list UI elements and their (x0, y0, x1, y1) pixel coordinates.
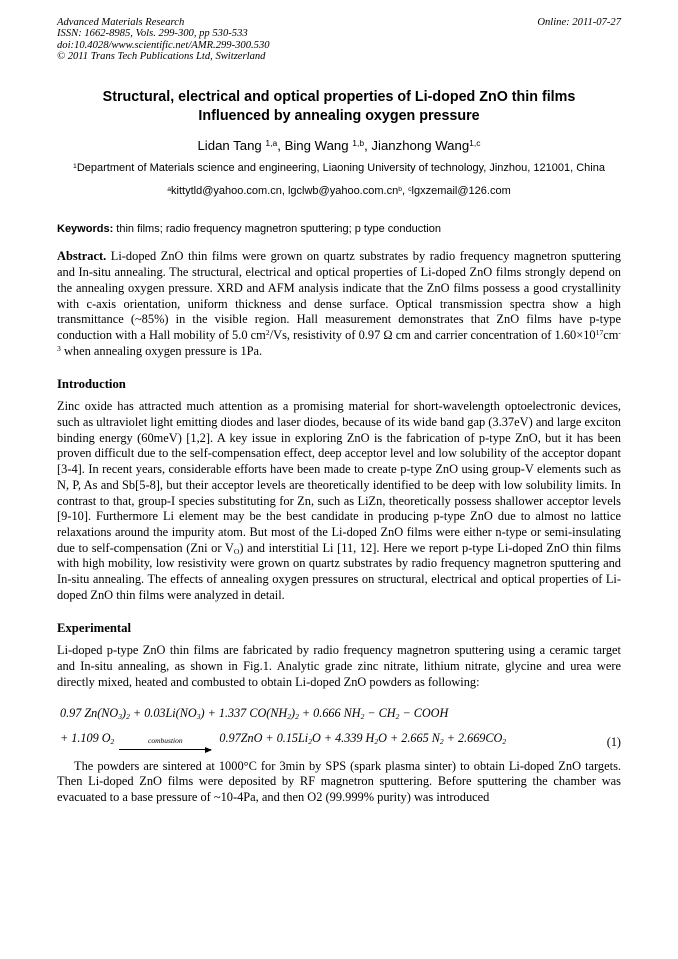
paper-title-line1: Structural, electrical and optical properties of Li-doped ZnO thin films (102, 88, 576, 105)
journal-header-left (57, 17, 270, 63)
equation-number: (1) (606, 734, 621, 749)
equation-line-1: 0.97 $Zn(NO_3)_2 + 0.03Li(NO_3) + 1.337$ $CO(NH_2)_2 + 0.666$ $NH_2 - CH_2$ − COOH (60, 705, 449, 721)
experimental-paragraph-1: Li-doped p-type ZnO thin films are fabricated by radio frequency magnetron sputtering using a ceramic target and In-situ annealing, as shown in Fig.1. Analytic grade zinc nitrate, lithium nitrate, glycine and urea were directly mixed, heated and combusted to obtain Li-doped ZnO powders as following: (57, 643, 621, 689)
affiliation-line: $^1$Department of Materials science and engineering, Liaoning University of technology, Jinzhou, 121001, China (73, 161, 605, 174)
equation-line-2-left: + 1.109 $O_2$ (60, 730, 115, 746)
keywords-text: thin films; radio frequency magnetron sputtering; p type conduction (113, 223, 441, 236)
authors-line: Lidan Tang $^{1,a}$, Bing Wang $^{1,b}$, Jianzhong Wang$^{1,c}$ (197, 137, 481, 153)
paper-title-line2: Influenced by annealing oxygen pressure (198, 107, 480, 124)
doi-line: doi:10.4028/www.scientific.net/AMR.299-300.530 (57, 39, 270, 51)
journal-header (57, 17, 621, 63)
keywords-label: Keywords: (57, 223, 114, 236)
keywords-line (57, 223, 621, 235)
combustion-arrow-label: combustion (148, 735, 183, 745)
right-arrow-icon (119, 745, 211, 750)
section-heading-experimental: Experimental (57, 621, 132, 636)
experimental-paragraph-2: The powders are sintered at 1000°C for 3min by SPS (spark plasma sinter) to obtain Li-doped ZnO targets. Then Li-doped ZnO films were deposited by RF magnetron sputtering. Before sputtering the chamber was evacuated to a base pressure of ~10-4Pa, and then O2 (99.999% purity) was introduced (57, 758, 621, 804)
paper-title (57, 88, 621, 126)
introduction-paragraph: Zinc oxide has attracted much attention as a promising material for short-wavelength optoelectronic devices, such as ultraviolet light emitting diodes and laser diodes, because of its wide band gap (3.37eV) and large exciton binding energy (60meV) [1,2]. A key issue in exploring ZnO is the fabrication of p-type ZnO, but it has been proven difficult due to the self-compensation effect, deep acceptor level and low solubility of the acceptor dopant [3-4]. In recent years, considerable efforts have been made to create p-type ZnO using group-V elements such as N, P, As and Sb[5-8], but their acceptor levels are theoretically identified to be deep with low solubility limits. In contrast to that, group-I species substituting for Zn, such as LiZn, theoretically possess shallower acceptor levels [9-10]. Furthermore Li element may be the best candidate in producing p-type ZnO due to almost no lattice relaxations around the impurity atom. But most of the Li-doped ZnO films were either n-type or semi-insulating due to self-compensation (Zni or $V_O$) and interstitial Li [11, 12]. Here we report p-type Li-doped ZnO thin films with high mobility, low resistivity were grown on quartz substrates by radio frequency magnetron sputtering and In-situ annealing. The effects of annealing oxygen pressures on structural, electrical and optical properties of Li-doped ZnO thin films were analyzed in detail. (57, 399, 621, 602)
issn-line: ISSN: 1662-8985, Vols. 299-300, pp 530-533 (57, 28, 248, 40)
combustion-reaction-arrow (119, 737, 211, 750)
author-emails: $^a$kittytld@yahoo.com.cn, $lgclwb@yahoo.com.cn^b$, $^c$lgxzemail@126.com (167, 185, 511, 198)
abstract-paragraph: Abstract. Li-doped ZnO thin films were grown on quartz substrates by radio frequency magnetron sputtering and In-situ annealing. The structural, electrical and optical properties of Li-doped ZnO films strongly depend on the annealing oxygen pressure. XRD and AFM analysis indicate that the ZnO films possess a good crystallinity with c-axis orientation, uniform thickness and dense surface. Optical transmission spectra show a high transmittance (~85%) in the visible region. Hall measurement demonstrates that ZnO films have p-type conduction with a Hall mobility of 5.0 $cm^2/Vs$, resistivity of 0.97 Ω cm and carrier concentration of $1.60\times 10^{17}cm^{-3}$ when annealing oxygen pressure is 1Pa. (57, 249, 621, 358)
online-date: Online: 2011-07-27 (537, 17, 621, 28)
copyright-line: © 2011 Trans Tech Publications Ltd, Switzerland (57, 51, 266, 63)
equation-1 (57, 701, 621, 751)
equation-line-2 (60, 726, 621, 751)
equation-line-2-right: $0.97ZnO + 0.15Li_2O + 4.339$ $H_2O + 2.665$ $N_2 + 2.669CO_2$ (216, 730, 507, 746)
journal-name: Advanced Materials Research (57, 17, 185, 28)
section-heading-introduction: Introduction (57, 377, 126, 392)
